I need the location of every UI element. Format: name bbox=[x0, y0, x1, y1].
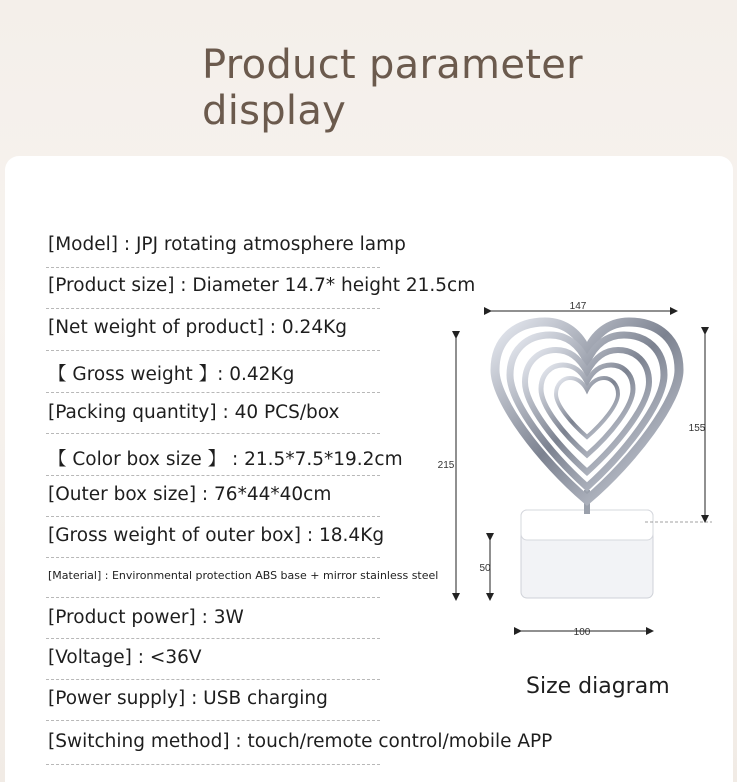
divider bbox=[46, 392, 380, 393]
dim-heart-height-label: 155 bbox=[688, 423, 706, 434]
param-color-box-size: 【 Color box size 】 : 21.5*7.5*19.2cm bbox=[48, 449, 403, 470]
param-gross-weight: 【 Gross weight 】: 0.42Kg bbox=[48, 364, 295, 385]
divider bbox=[46, 638, 380, 639]
diagram-caption: Size diagram bbox=[526, 674, 670, 699]
divider bbox=[46, 308, 380, 309]
param-net-weight: [Net weight of product] : 0.24Kg bbox=[48, 317, 347, 338]
param-material: [Material] : Environmental protection ABS base + mirror stainless steel bbox=[48, 569, 439, 582]
param-power-supply: [Power supply] : USB charging bbox=[48, 688, 328, 709]
param-outer-box-size: [Outer box size] : 76*44*40cm bbox=[48, 484, 332, 505]
divider bbox=[46, 475, 380, 476]
param-outer-box-weight: [Gross weight of outer box] : 18.4Kg bbox=[48, 525, 385, 546]
divider bbox=[46, 597, 380, 598]
divider bbox=[46, 557, 380, 558]
param-product-size: [Product size] : Diameter 14.7* height 21.5cm bbox=[48, 275, 476, 296]
dim-total-height-label: 215 bbox=[437, 460, 455, 471]
divider bbox=[46, 720, 380, 721]
param-packing-quantity: [Packing quantity] : 40 PCS/box bbox=[48, 402, 340, 423]
divider bbox=[46, 350, 380, 351]
size-diagram bbox=[430, 298, 730, 648]
param-voltage: [Voltage] : <36V bbox=[48, 647, 202, 668]
dim-width-label: 147 bbox=[569, 301, 587, 312]
param-model: [Model] : JPJ rotating atmosphere lamp bbox=[48, 234, 406, 255]
divider bbox=[46, 433, 380, 434]
divider bbox=[46, 764, 380, 765]
page-title: Product parameter display bbox=[202, 42, 583, 134]
dim-base-width-label: 100 bbox=[573, 627, 591, 638]
divider bbox=[46, 267, 380, 268]
dim-base-height-label: 50 bbox=[479, 563, 491, 574]
lamp-illustration bbox=[495, 322, 679, 598]
param-switching-method: [Switching method] : touch/remote control/mobile APP bbox=[48, 731, 553, 752]
divider bbox=[46, 516, 380, 517]
divider bbox=[46, 679, 380, 680]
param-product-power: [Product power] : 3W bbox=[48, 607, 244, 628]
